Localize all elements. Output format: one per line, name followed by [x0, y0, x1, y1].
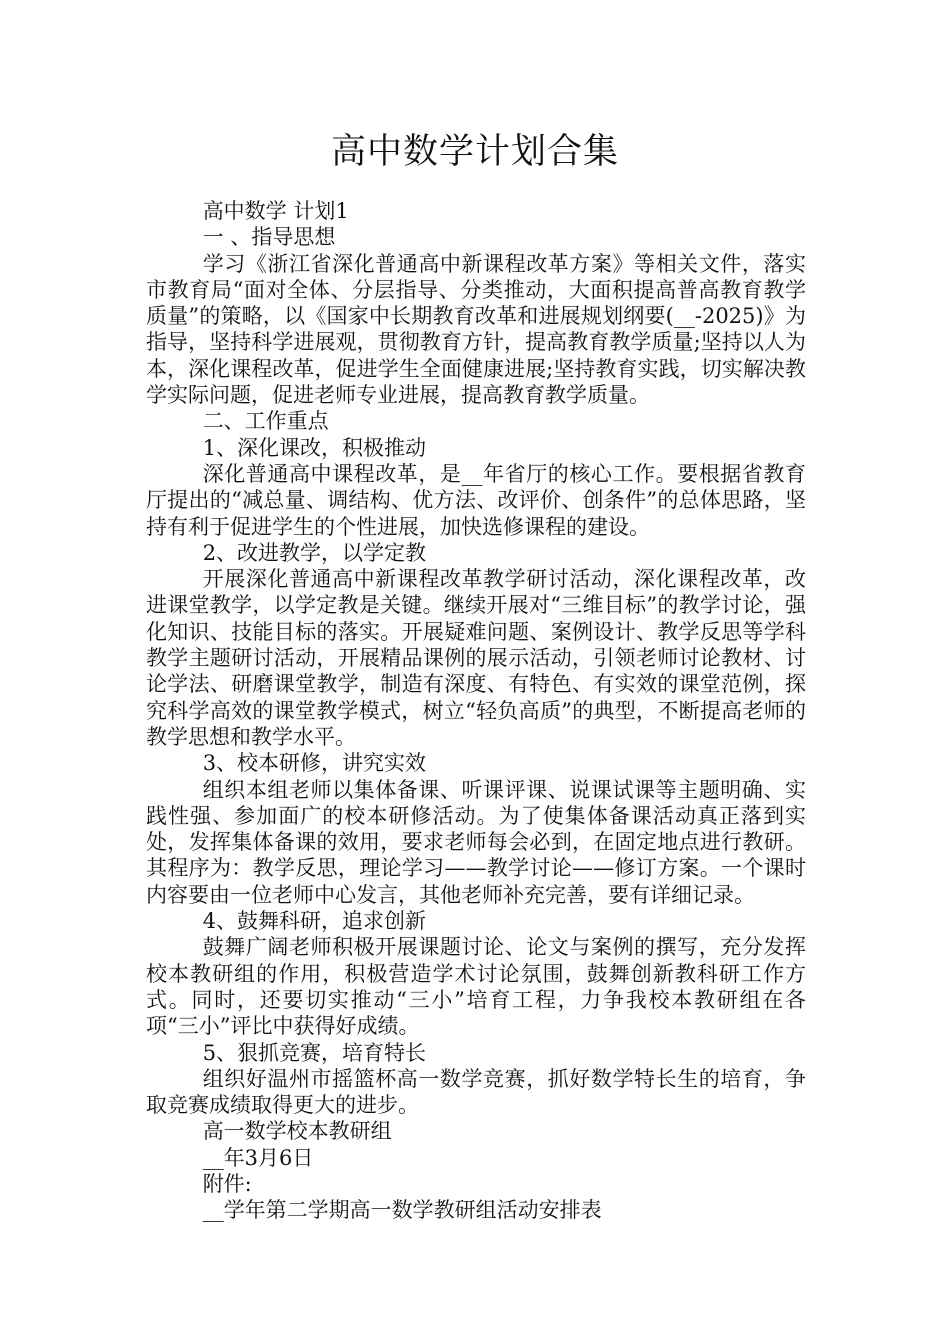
attachment-title: __学年第二学期高一数学教研组活动安排表 — [202, 1198, 602, 1223]
body-paragraph: 鼓舞广阔老师积极开展课题讨论、论文与案例的撰写，充分发挥校本教研组的作用，积极营造学术讨论氛围，鼓舞创新教科研工作方式。同时，还要切实推动“三小”培育工程，力争我校本教研组在各项“三小”评比中获得好成绩。 — [146, 935, 806, 1039]
plan-heading: 高中数学 计划1 — [202, 199, 349, 223]
body-paragraph: 组织好温州市摇篮杯高一数学竞赛，抓好数学特长生的培育，争取竞赛成绩取得更大的进步。 — [146, 1066, 806, 1118]
section-heading-guiding-ideology: 一 、指导思想 — [202, 225, 336, 250]
document-title: 高中数学计划合集 — [330, 132, 619, 172]
subsection-heading: 4、鼓舞科研，追求创新 — [202, 909, 427, 934]
attachment-label: 附件: — [202, 1171, 252, 1196]
body-paragraph: 组织本组老师以集体备课、听课评课、说课试课等主题明确、实践性强、参加面广的校本研修活动。为了使集体备课活动真正落到实处，发挥集体备课的效用，要求老师每会必到，在固定地点进行教研。其程序为：教学反思，理论学习——教学讨论——修订方案。一个课时内容要由一位老师中心发言，其他老师补充完善，要有详细记录。 — [146, 777, 806, 907]
subsection-heading: 5、狠抓竞赛，培育特长 — [202, 1040, 427, 1065]
section-heading-work-focus: 二、工作重点 — [202, 409, 329, 434]
subsection-heading: 1、深化课改，积极推动 — [202, 435, 427, 460]
body-paragraph: 学习《浙江省深化普通高中新课程改革方案》等相关文件，落实市教育局“面对全体、分层指导、分类推动，大面积提高普高教育教学质量”的策略，以《国家中长期教育改革和进展规划纲要(__-2025)》为指导，坚持科学进展观，贯彻教育方针，提高教育教学质量;坚持以人为本，深化课程改革，促进学生全面健康进展;坚持教育实践，切实解决教学实际问题，促进老师专业进展，提高教育教学质量。 — [146, 251, 806, 408]
subsection-heading: 3、校本研修，讲究实效 — [202, 751, 427, 776]
signature-group: 高一数学校本教研组 — [202, 1119, 392, 1144]
signature-date: __年3月6日 — [202, 1145, 314, 1170]
body-paragraph: 深化普通高中课程改革，是__年省厅的核心工作。要根据省教育厅提出的“减总量、调结构、优方法、改评价、创条件”的总体思路，坚持有利于促进学生的个性进展，加快选修课程的建设。 — [146, 461, 806, 539]
document-body — [146, 198, 806, 1224]
body-paragraph: 开展深化普通高中新课程改革教学研讨活动，深化课程改革，改进课堂教学，以学定教是关键。继续开展对“三维目标”的教学讨论，强化知识、技能目标的落实。开展疑难问题、案例设计、教学反思等学科教学主题研讨活动，开展精品课例的展示活动，引领老师讨论教材、讨论学法、研磨课堂教学，制造有深度、有特色、有实效的课堂范例，探究科学高效的课堂教学模式，树立“轻负高质”的典型，不断提高老师的教学思想和教学水平。 — [146, 567, 806, 749]
subsection-heading: 2、改进教学，以学定教 — [202, 540, 427, 565]
